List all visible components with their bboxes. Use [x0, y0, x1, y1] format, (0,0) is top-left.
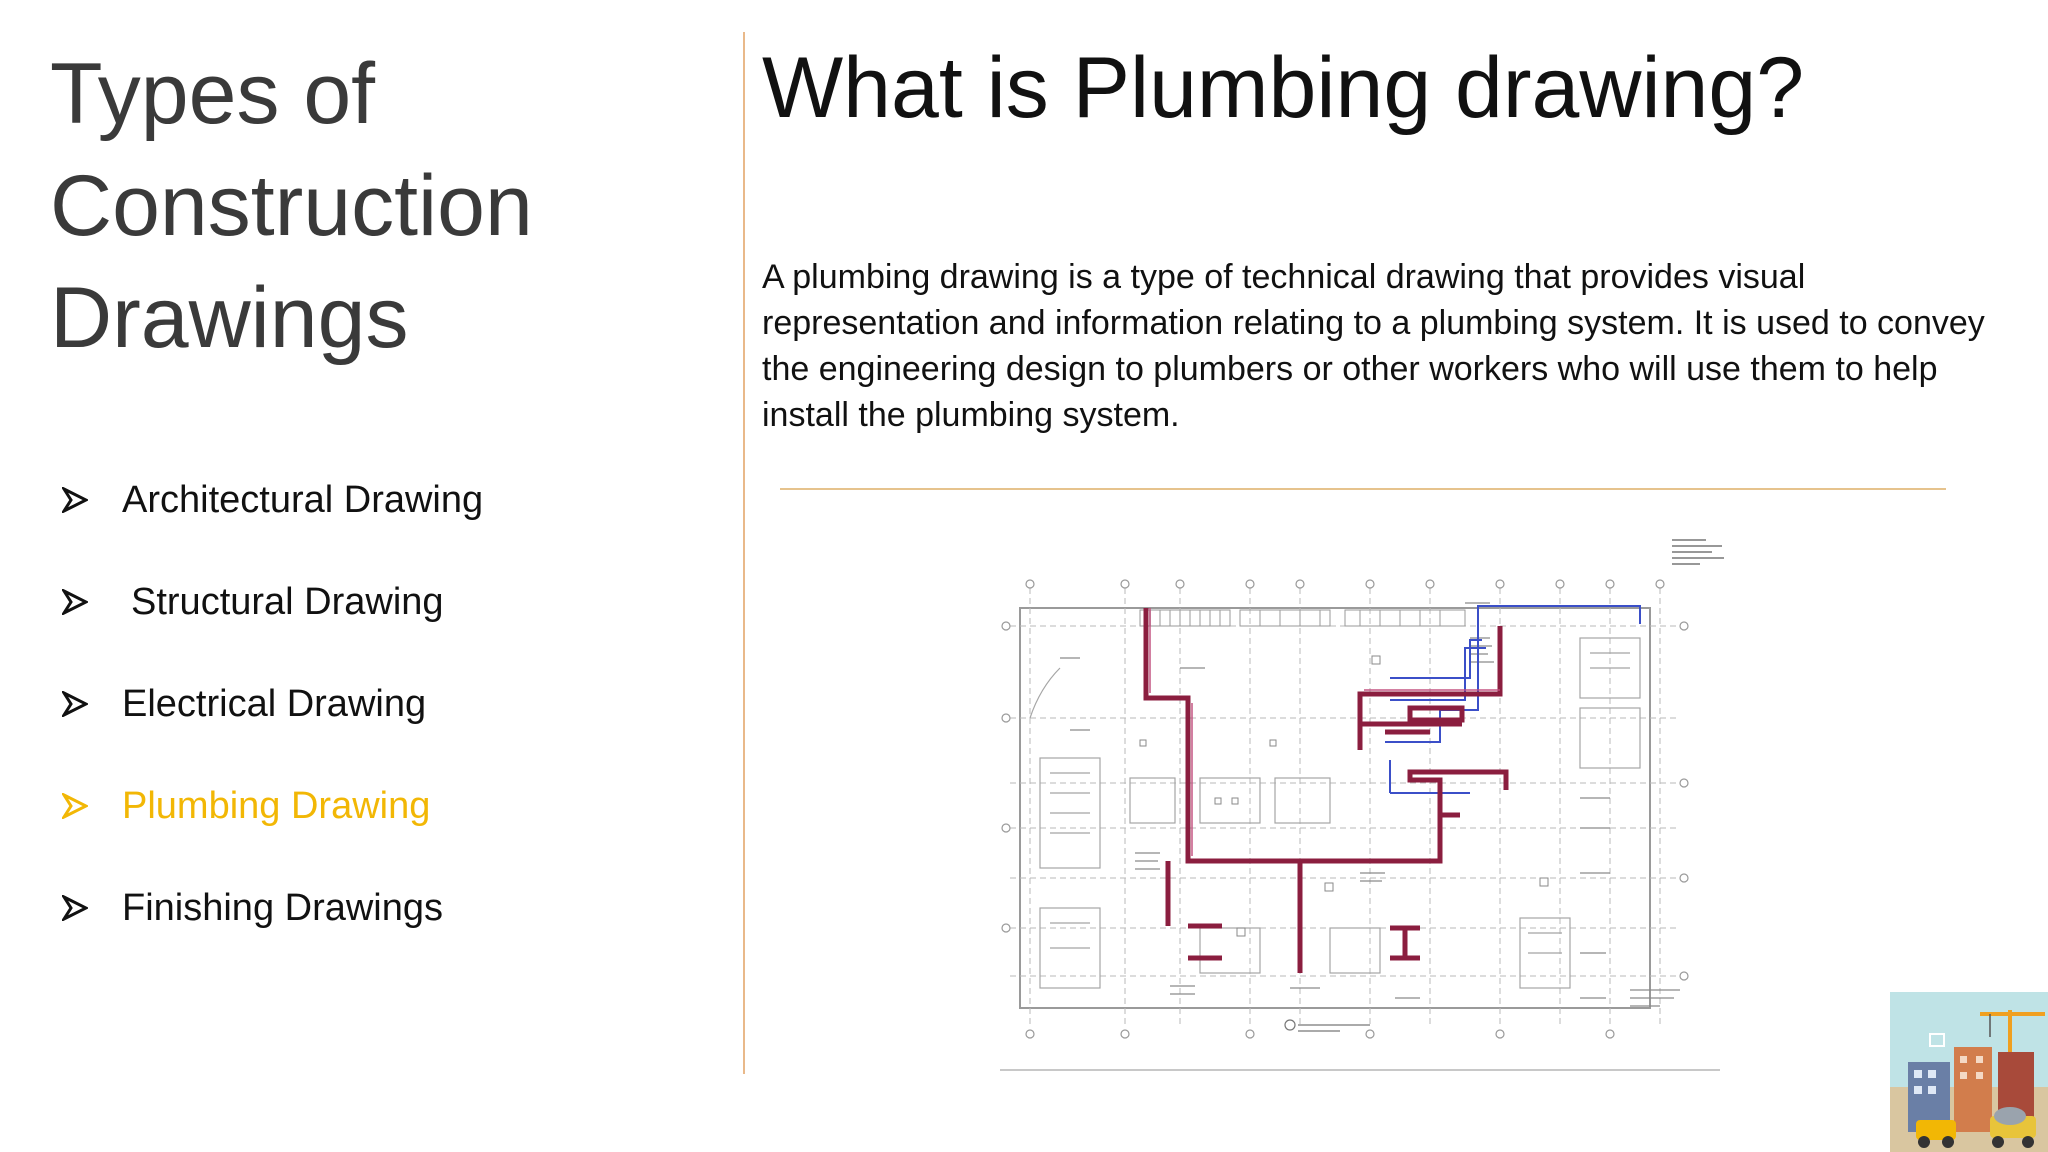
arrowhead-bullet-icon [62, 589, 122, 615]
section-title-line: Types of [50, 46, 376, 142]
section-title-line: Drawings [50, 270, 409, 366]
arrowhead-bullet-icon [62, 793, 122, 819]
list-item-architectural[interactable] [62, 470, 483, 530]
list-item-label: Structural Drawing [131, 580, 444, 623]
list-item-finishing[interactable] [62, 878, 443, 938]
arrowhead-bullet-icon [62, 895, 122, 921]
list-item-plumbing[interactable] [62, 776, 430, 836]
arrowhead-bullet-icon [62, 691, 122, 717]
section-title-line: Construction [50, 158, 533, 254]
list-item-label: Finishing Drawings [122, 886, 444, 929]
page-title: What is Plumbing drawing? [762, 40, 1805, 136]
horizontal-divider [780, 488, 1946, 490]
section-title [50, 38, 690, 374]
list-item-label: Electrical Drawing [122, 682, 427, 725]
vertical-divider [743, 32, 745, 1074]
list-item-label: Architectural Drawing [122, 478, 484, 521]
list-item-label: Plumbing Drawing [122, 784, 431, 827]
list-item-electrical[interactable] [62, 674, 426, 734]
list-item-structural[interactable] [62, 572, 444, 632]
plumbing-floor-plan-drawing [1000, 528, 1760, 1073]
arrowhead-bullet-icon [62, 487, 122, 513]
description-paragraph: A plumbing drawing is a type of technical drawing that provides visual representation and information relating to a plumbing system. It is used to convey the engineering design to plumbers or other workers who will use them to help install the plumbing system. [762, 258, 1985, 434]
construction-site-illustration [1890, 992, 2048, 1152]
